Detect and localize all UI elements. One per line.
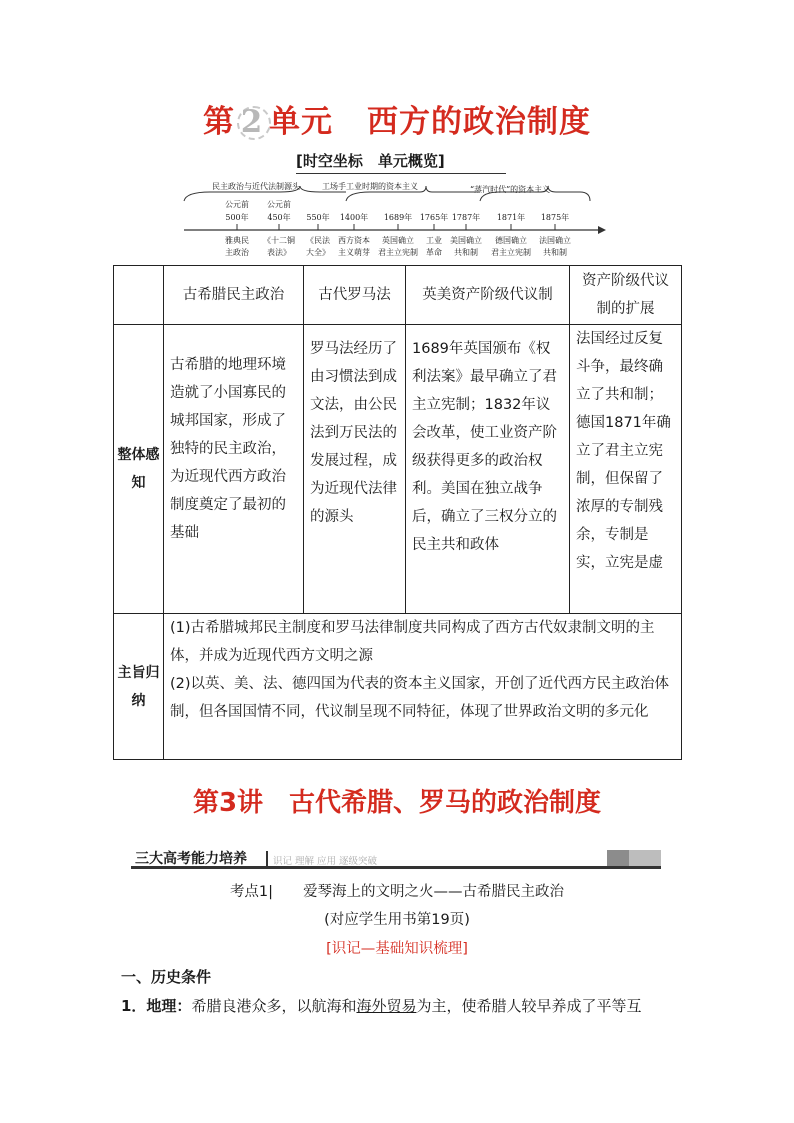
table-row — [114, 325, 682, 614]
unit-title-suffix: 单元 — [269, 104, 333, 140]
tick-year: 1765年 — [419, 213, 449, 222]
tick-year: 1787年 — [451, 213, 481, 222]
table-corner-cell — [114, 266, 164, 325]
unit-number-badge — [235, 104, 269, 140]
unit-subject: 西方的政治制度 — [367, 104, 591, 140]
tick-year: 1871年 — [496, 213, 526, 222]
table-header-cell: 古代罗马法 — [304, 266, 406, 325]
section-bar-label: 三大高考能力培养 — [135, 851, 247, 867]
key-point-number: 考点1| — [229, 884, 274, 900]
page-reference: (对应学生用书第19页) — [324, 912, 470, 928]
tick-year-top: 公元前 — [267, 200, 291, 209]
tick-event: 法国确立 共和制 — [539, 236, 571, 257]
underlined-term: 海外贸易 — [356, 997, 417, 1015]
row-label: 主旨归纳 — [114, 614, 164, 760]
era-label-1: 民主政治与近代法制源头 — [212, 182, 300, 191]
tick-year: 1689年 — [383, 213, 413, 222]
table-cell: 1689年英国颁布《权利法案》最早确立了君主立宪制；1832年议会改革，使工业资产阶级获得更多的政治权利。美国在独立战争后，确立了三权分立的民主共和政体 — [406, 325, 570, 614]
paragraph-geography: 1．地理：希腊良港众多，以航海和海外贸易为主，使希腊人较早养成了平等互 — [121, 997, 642, 1015]
tick-event: 德国确立 君主立宪制 — [491, 236, 531, 257]
table-header-cell: 英美资产阶级代议制 — [406, 266, 570, 325]
tick-event: 《十二铜 表法》 — [263, 236, 295, 257]
timeline-arrow — [598, 226, 606, 234]
table-header-cell: 资产阶级代议制的扩展 — [570, 266, 682, 325]
section-bar-block — [629, 850, 661, 866]
paragraph-label: 1．地理： — [121, 997, 192, 1015]
section-label: [识记—基础知识梳理] — [326, 941, 468, 957]
heading-history-conditions: 一、历史条件 — [121, 968, 212, 986]
era-label-3: “蒸汽时代”的资本主义 — [470, 185, 551, 194]
section-bar-block — [607, 850, 629, 866]
tick-event: 雅典民 主政治 — [225, 236, 249, 257]
table-row — [114, 614, 682, 760]
era-label-2: 工场手工业时期的资本主义 — [322, 182, 418, 191]
row-label: 整体感知 — [114, 325, 164, 614]
tick-year: 500年 — [225, 213, 249, 222]
section-bar-subtitle: 识记 理解 应用 逐级突破 — [273, 856, 378, 867]
table-header-row — [114, 266, 682, 325]
summary-cell: (1)古希腊城邦民主制度和罗马法律制度共同构成了西方古代奴隶制文明的主体，并成为近现代西方文明之源 (2)以英、美、法、德四国为代表的资本主义国家，开创了近代西方民主政治体制，但各国国情不同，代议制呈现不同特征，体现了世界政治文明的多元化 — [164, 614, 682, 760]
tick-event: 西方资本 主义萌芽 — [338, 236, 370, 257]
tick-event: 《民法 大全》 — [306, 236, 330, 257]
overview-table — [113, 265, 682, 760]
lecture-title: 第3讲 古代希腊、罗马的政治制度 — [192, 788, 602, 818]
section-bar — [131, 850, 661, 869]
unit-number: 2 — [240, 104, 264, 140]
timeline — [0, 168, 794, 272]
table-cell: 罗马法经历了由习惯法到成文法，由公民法到万民法的发展过程，成为近现代法律的源头 — [304, 325, 406, 614]
tick-year: 450年 — [267, 213, 291, 222]
tick-year: 1400年 — [339, 213, 369, 222]
key-point-title: 爱琴海上的文明之火——古希腊民主政治 — [303, 884, 565, 900]
table-header-cell: 古希腊民主政治 — [164, 266, 304, 325]
timeline-heading: [时空坐标 单元概览] — [296, 150, 506, 174]
table-cell: 法国经过反复斗争，最终确立了共和制；德国1871年确立了君主立宪制，但保留了浓厚的专制残余，专制是实，立宪是虚 — [570, 325, 682, 614]
key-point-line — [0, 880, 794, 901]
tick-year: 1875年 — [540, 213, 570, 222]
tick-event: 英国确立 君主立宪制 — [378, 236, 418, 257]
tick-year-top: 公元前 — [225, 200, 249, 209]
table-cell: 古希腊的地理环境造就了小国寡民的城邦国家，形成了独特的民主政治，为近现代西方政治制度奠定了最初的基础 — [164, 325, 304, 614]
unit-title-prefix: 第 — [203, 104, 235, 140]
tick-event: 美国确立 共和制 — [450, 236, 482, 257]
tick-year: 550年 — [306, 213, 330, 222]
tick-event: 工业 革命 — [426, 236, 442, 257]
unit-title — [0, 96, 794, 141]
